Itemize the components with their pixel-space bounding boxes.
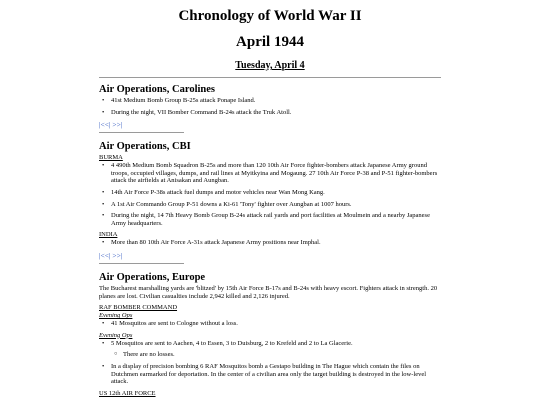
subsection-burma[interactable]: BURMA <box>99 154 123 162</box>
content <box>99 84 444 398</box>
subsection-12th-af[interactable]: US 12th AIR FORCE <box>99 389 156 397</box>
date-heading: Tuesday, April 4 <box>235 60 305 71</box>
section-divider <box>99 132 184 133</box>
section-divider <box>99 263 184 264</box>
evening-ops-list-2 <box>99 340 444 348</box>
section-title-europe: Air Operations, Europe <box>99 271 206 283</box>
evening-ops-list <box>99 320 444 328</box>
next-arrow-icon[interactable]: >>| <box>112 120 123 130</box>
next-arrow-icon[interactable]: >>| <box>112 250 123 260</box>
list-item: • 4 490th Medium Bomb Squadron B-25s and more than 120 10th Air Force fighter-bombers attack Japanese Army ground troops, occupied villages, dumps, and rail lines at Myitkyina and Mogaung. 27 10th Air Force P-38 and P-51 fighter-bombers attack the airfields at Anisakan and Aungban. <box>111 162 444 185</box>
section-nav <box>99 251 444 261</box>
india-list <box>99 239 444 247</box>
list-item: • During the night, 14 7th Heavy Bomb Group B-24s attack rail yards and port facilities at Moulmein and a nearby Japanese Army headquarters. <box>111 212 444 227</box>
evening-ops-label: Evening Ops <box>99 312 133 320</box>
subsection-india[interactable]: INDIA <box>99 231 118 239</box>
list-item: • A 1st Air Commando Group P-51 downs a Ki-61 'Tony' fighter over Aungban at 1007 hours. <box>111 201 444 209</box>
burma-list <box>99 162 444 227</box>
carolines-list <box>99 97 444 116</box>
subsection-raf[interactable]: RAF BOMBER COMMAND <box>99 304 178 312</box>
month-title: April 1944 <box>236 34 304 50</box>
page-title: Chronology of World War II <box>178 8 362 24</box>
section-title-carolines: Air Operations, Carolines <box>99 84 215 95</box>
section-nav <box>99 120 444 130</box>
prev-arrow-icon[interactable]: |<<| <box>99 250 111 260</box>
evening-ops-label-2: Evening Ops <box>99 331 133 339</box>
list-item: ○ There are no losses. <box>123 351 444 359</box>
top-divider <box>99 77 441 78</box>
list-item: • More than 80 10th Air Force A-31s attack Japanese Army positions near Imphal. <box>111 239 444 247</box>
list-item: • 14th Air Force P-38s attack fuel dumps and motor vehicles near Wan Mong Kang. <box>111 189 444 197</box>
list-item: • In a display of precision bombing 6 RAF Mosquitos bomb a Gestapo building in The Hague which contain the files on Dutchmen earmarked for deportation. In the center of a civilian area only the target building is destroyed in the low-level attack. <box>111 363 444 386</box>
list-item: • 41st Medium Bomb Group B-25s attack Ponape Island. <box>111 97 444 105</box>
gestapo-list <box>99 363 444 386</box>
prev-arrow-icon[interactable]: |<<| <box>99 120 111 130</box>
section-title-cbi: Air Operations, CBI <box>99 141 191 153</box>
europe-intro: The Bucharest marshalling yards are 'blitzed' by 15th Air Force B-17s and B-24s with heavy escort. Fighters attack in strength. 20 planes are lost. Civilian casualties include 2,942 killed and 2,126 injured. <box>99 284 438 300</box>
list-item: • During the night, VII Bomber Command B-24s attack the Truk Atoll. <box>111 109 444 117</box>
evening-ops-sublist <box>99 351 444 359</box>
list-item: • 5 Mosquitos are sent to Aachen, 4 to Essen, 3 to Duisburg, 2 to Krefeld and 2 to La Glacerie. <box>111 340 444 348</box>
list-item: • 41 Mosquitos are sent to Cologne without a loss. <box>111 320 444 328</box>
